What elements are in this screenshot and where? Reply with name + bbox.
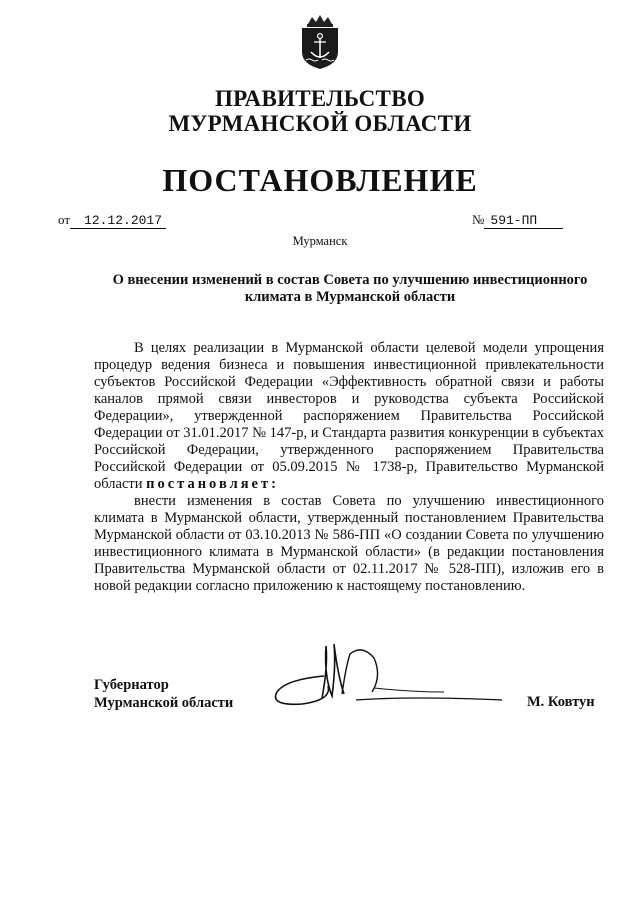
number-prefix: № — [472, 212, 485, 227]
coat-of-arms-icon — [298, 14, 342, 70]
signatory-name: М. Ковтун — [527, 694, 595, 710]
document-title: О внесении изменений в состав Совета по улучшению инвестиционного климата в Мурманской области — [112, 272, 588, 305]
org-line-2: МУРМАНСКОЙ ОБЛАСТИ — [168, 111, 472, 136]
date-value: 12.12.2017 — [70, 213, 166, 229]
signatory-position — [94, 676, 233, 712]
body-paragraph-1 — [94, 340, 604, 493]
document-body — [94, 340, 604, 595]
organization-name — [0, 86, 640, 136]
preamble-text: В целях реализации в Мурманской области целевой модели упрощения процедур ведения бизнеса и повышения инвестиционной привлекательности субъектов Российской Федерации «Эффективность обратной связи и работы каналов прямой связи инвесторов и руководства субъекта Российской Федерации», утвержденной распоряжением Правительства Российской Федерации от 31.01.2017 № 147-р, и Стандарта развития конкуренции в субъектах Российской Федерации, утвержденного распоряжением Правительства Российской Федерации от 05.09.2015 № 1738-р, Правительство Мурманской области — [94, 340, 604, 492]
number-value: 591-ПП — [484, 213, 563, 229]
document-date — [58, 212, 166, 228]
org-line-1: ПРАВИТЕЛЬСТВО — [214, 86, 426, 111]
position-line-1: Губернатор — [94, 677, 169, 693]
handwritten-signature — [262, 636, 532, 716]
decree-word: постановляет: — [146, 476, 279, 492]
position-line-2: Мурманской области — [94, 695, 234, 711]
city: Мурманск — [292, 234, 348, 248]
body-paragraph-2: внести изменения в состав Совета по улучшению инвестиционного климата в Мурманской области, утвержденный постановлением Правительства Мурманской области от 03.10.2013 № 586-ПП «О создании Совета по улучшению инвестиционного климата в Мурманской области» (в редакции постановления Правительства Мурманской области от 02.11.2017 № 528-ПП), изложив его в новой редакции согласно приложению к настоящему постановлению. — [94, 493, 604, 594]
document-type: ПОСТАНОВЛЕНИЕ — [162, 162, 478, 198]
document-number — [472, 212, 563, 228]
date-prefix: от — [58, 212, 71, 227]
